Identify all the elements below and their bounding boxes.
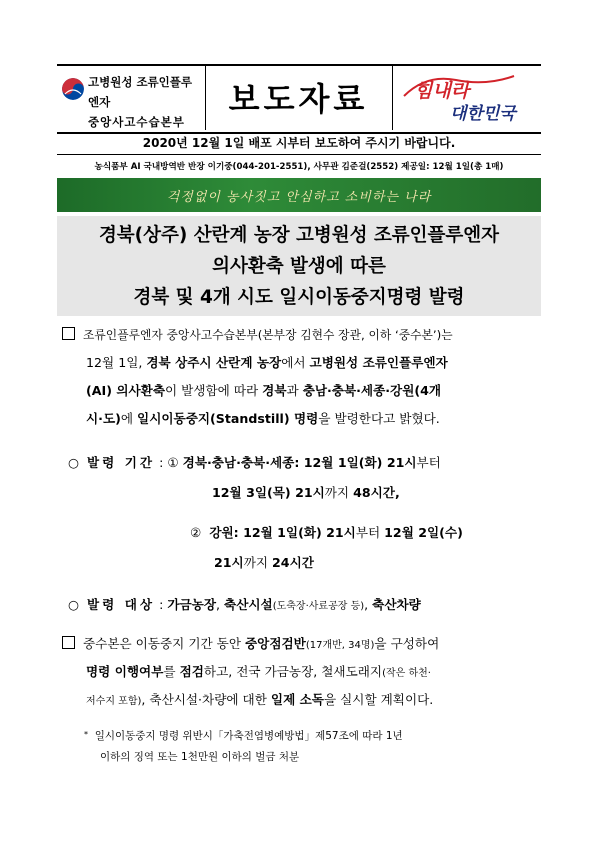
target-line: ○ 발령 대상 : 가금농장, 축산시설(도축장·사료공장 등), 축산차량 bbox=[68, 597, 421, 612]
period-line-1: ○ 발령 기간 : ① 경북·충남·충북·세종: 12월 1일(화) 21시부터 bbox=[68, 455, 441, 470]
banner-text: 걱정없이 농사짓고 안심하고 소비하는 나라 bbox=[166, 189, 432, 205]
slogan-banner bbox=[57, 178, 541, 212]
footnote-line-1: * 일시이동중지 명령 위반시「가축전염병예방법」제57조에 따라 1년 bbox=[84, 730, 403, 742]
headline-line3: 경북 및 4개 시도 일시이동중지명령 발령 bbox=[133, 286, 465, 308]
header-divider bbox=[392, 64, 393, 130]
paragraph-1-line-3: (AI) 의사환축이 발생함에 따라 경북과 충남·충북·세종·강원(4개 bbox=[86, 383, 442, 398]
document-title: 보도자료 bbox=[228, 80, 369, 118]
period-line-4: 21시까지 24시간 bbox=[214, 555, 314, 570]
org-line1: 고병원성 조류인플루엔자 bbox=[88, 75, 192, 109]
paragraph-2-line-2: 명령 이행여부를 점검하고, 전국 가금농장, 철새도래지(작은 하천· bbox=[86, 664, 431, 679]
paragraph-1-line-2: 12월 1일, 경북 상주시 산란계 농장에서 고병원성 조류인플루엔자 bbox=[86, 355, 448, 370]
contact-line: 농식품부 AI 국내방역반 반장 이기중(044-201-2551), 사무관 김준걸(2552) 제공일: 12월 1일(총 1매) bbox=[94, 162, 504, 172]
org-line2: 중앙사고수습본부 bbox=[88, 115, 185, 129]
footnote-line-2: 이하의 징역 또는 1천만원 이하의 벌금 처분 bbox=[100, 751, 300, 763]
checkbox-square-icon bbox=[62, 636, 75, 649]
headline-line1: 경북(상주) 산란계 농장 고병원성 조류인플루엔자 bbox=[98, 224, 500, 246]
bullet-circle-icon: ○ bbox=[68, 455, 79, 470]
period-line-3: ② 강원: 12월 1일(화) 21시부터 12월 2일(수) bbox=[190, 525, 463, 540]
paragraph-2-line-1: 중수본은 이동중지 기간 동안 중앙점검반(17개반, 34명)을 구성하여 bbox=[62, 630, 439, 660]
organization-name bbox=[88, 72, 203, 132]
checkbox-square-icon bbox=[62, 327, 75, 340]
paragraph-1-line-1: 조류인플루엔자 중앙사고수습본부(본부장 김현수 장관, 이하 ‘중수본’)는 bbox=[62, 321, 453, 349]
paragraph-1-line-4: 시·도)에 일시이동중지(Standstill) 명령을 발령한다고 밝혔다. bbox=[86, 411, 440, 426]
slogan-line2: 대한민국 bbox=[450, 104, 516, 124]
headline-box bbox=[57, 216, 541, 316]
slogan-line1: 힘내라 bbox=[414, 80, 470, 102]
headline-line2: 의사환축 발생에 따른 bbox=[212, 255, 386, 277]
release-note: 2020년 12월 1일 배포 시부터 보도하여 주시기 바랍니다. bbox=[57, 130, 541, 155]
government-emblem-icon bbox=[62, 78, 84, 100]
paragraph-2-line-3: 저수지 포함), 축산시설·차량에 대한 일제 소독을 실시할 계획이다. bbox=[86, 692, 434, 707]
slogan-logo bbox=[396, 66, 538, 128]
bullet-circle-icon: ○ bbox=[68, 597, 79, 612]
period-line-2: 12월 3일(목) 21시까지 48시간, bbox=[212, 485, 400, 500]
